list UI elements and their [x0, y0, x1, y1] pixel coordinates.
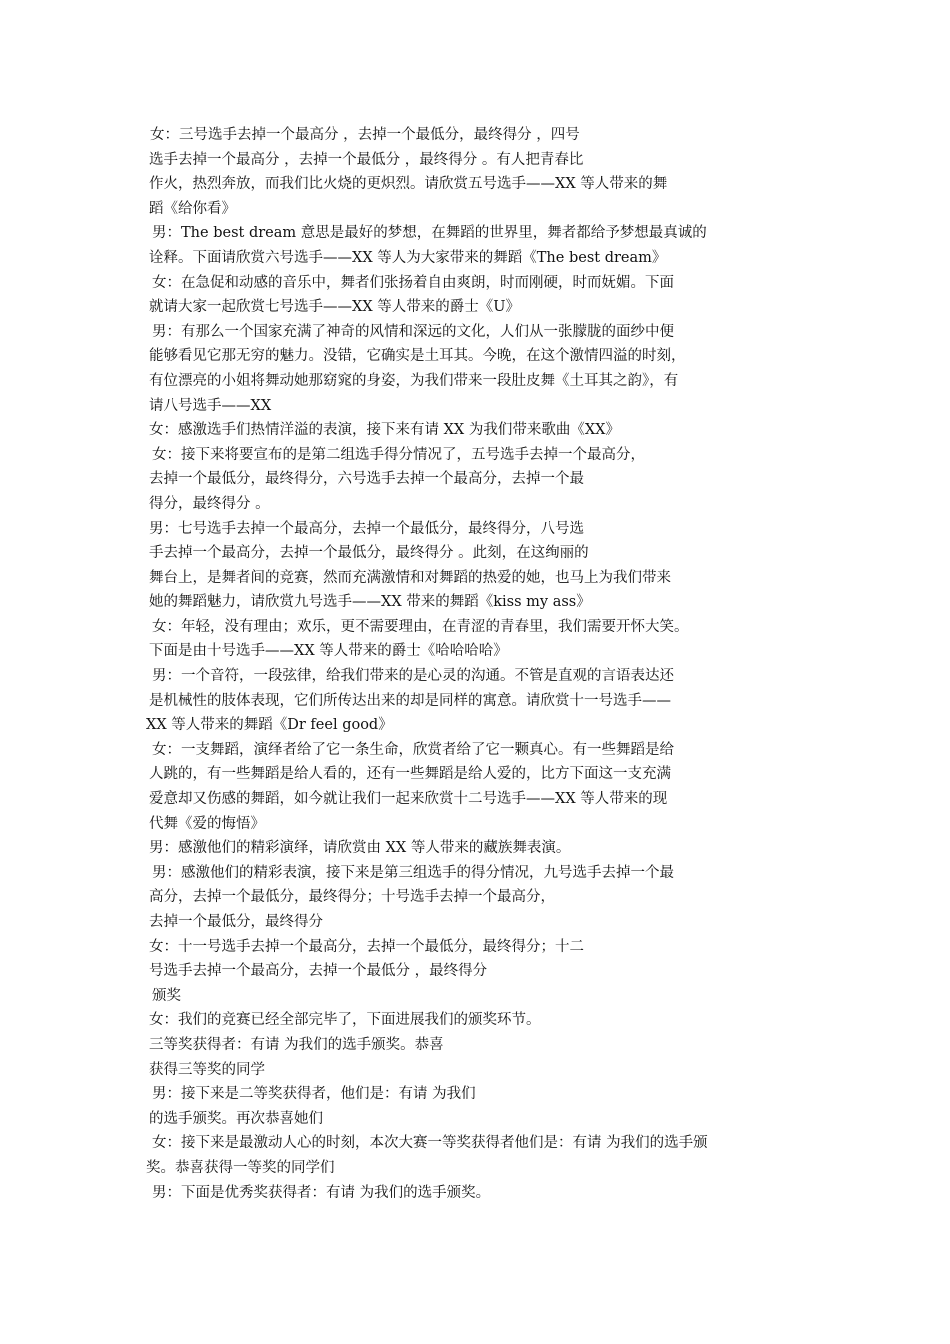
- text-line: 女：一支舞蹈，演绎者给了它一条生命，欣赏者给了它一颗真心。有一些舞蹈是给: [152, 741, 674, 758]
- text-line: 女：我们的竞赛已经全部完毕了，下面进展我们的颁奖环节。: [149, 1012, 541, 1029]
- text-line: 男：接下来是二等奖获得者，他们是：有请 为我们: [152, 1086, 476, 1103]
- text-line: 能够看见它那无穷的魅力。没错，它确实是土耳其。今晚，在这个激情四溢的时刻，: [149, 348, 686, 365]
- text-line: 爱意却又伤感的舞蹈，如今就让我们一起来欣赏十二号选手——XX 等人带来的现: [149, 791, 668, 808]
- text-line: 高分，去掉一个最低分，最终得分；十号选手去掉一个最高分，: [149, 889, 555, 906]
- text-line: 代舞《爱的悔悟》: [149, 815, 265, 832]
- text-line: 男：有那么一个国家充满了神奇的风情和深远的文化，人们从一张朦胧的面纱中便: [152, 323, 674, 340]
- text-line: 去掉一个最低分，最终得分，六号选手去掉一个最高分，去掉一个最: [149, 471, 584, 488]
- text-line: 选手去掉一个最高分 ，去掉一个最低分 ，最终得分 。有人把青春比: [149, 151, 584, 168]
- text-line: 女：十一号选手去掉一个最高分，去掉一个最低分，最终得分；十二: [149, 938, 584, 955]
- text-line: 女：接下来将要宣布的是第二组选手得分情况了，五号选手去掉一个最高分，: [152, 446, 645, 463]
- text-line: 请八号选手——XX: [149, 397, 272, 414]
- text-line: 女：感激选手们热情洋溢的表演，接下来有请 XX 为我们带来歌曲《XX》: [149, 422, 621, 439]
- text-line: 男：感激他们的精彩表演，接下来是第三组选手的得分情况，九号选手去掉一个最: [152, 864, 674, 881]
- text-line: 有位漂亮的小姐将舞动她那窈窕的身姿，为我们带来一段肚皮舞《土耳其之韵》，有: [149, 372, 679, 389]
- text-line: 女：在急促和动感的音乐中，舞者们张扬着自由爽朗，时而刚硬，时而妩媚。下面: [152, 274, 674, 291]
- text-line: 她的舞蹈魅力，请欣赏九号选手——XX 带来的舞蹈《kiss my ass》: [149, 594, 591, 611]
- text-line: 女：接下来是最激动人心的时刻，本次大赛一等奖获得者他们是：有请 为我们的选手颁: [152, 1135, 708, 1152]
- text-line: 男：七号选手去掉一个最高分，去掉一个最低分，最终得分，八号选: [149, 520, 584, 537]
- text-line: 男：The best dream 意思是最好的梦想，在舞蹈的世界里，舞者都给予梦想最真诚的: [152, 225, 707, 242]
- text-line: 就请大家一起欣赏七号选手——XX 等人带来的爵士《U》: [149, 299, 520, 316]
- text-line: 是机械性的肢体表现，它们所传达出来的却是同样的寓意。请欣赏十一号选手——: [149, 692, 671, 709]
- text-line: 的选手颁奖。再次恭喜她们: [149, 1110, 323, 1127]
- text-line: 三等奖获得者：有请 为我们的选手颁奖。恭喜: [149, 1036, 444, 1053]
- text-line: 下面是由十号选手——XX 等人带来的爵士《哈哈哈哈》: [149, 643, 508, 660]
- document-body: [0, 123, 950, 1205]
- text-line: 人跳的，有一些舞蹈是给人看的，还有一些舞蹈是给人爱的，比方下面这一支充满: [149, 766, 671, 783]
- text-line: 女：三号选手去掉一个最高分 ，去掉一个最低分，最终得分 ，四号: [150, 127, 580, 143]
- text-line: 获得三等奖的同学: [149, 1061, 265, 1078]
- section-heading: 颁奖: [152, 987, 181, 1004]
- text-line: 手去掉一个最高分，去掉一个最低分，最终得分 。此刻，在这绚丽的: [149, 545, 589, 562]
- text-line: 得分，最终得分 。: [149, 495, 270, 512]
- text-line: 男：感激他们的精彩演绎，请欣赏由 XX 等人带来的藏族舞表演。: [149, 840, 571, 857]
- text-line: 男：一个音符，一段弦律，给我们带来的是心灵的沟通。不管是直观的言语表达还: [152, 668, 674, 685]
- text-line: 女：年轻，没有理由；欢乐，更不需要理由，在青涩的青春里，我们需要开怀大笑。: [152, 618, 689, 635]
- text-line: 号选手去掉一个最高分，去掉一个最低分 ，最终得分: [149, 963, 488, 980]
- text-line: 作火，热烈奔放，而我们比火烧的更炽烈。请欣赏五号选手——XX 等人带来的舞: [149, 176, 668, 193]
- text-line: 蹈《给你看》: [149, 200, 236, 217]
- text-line: 去掉一个最低分，最终得分: [149, 914, 323, 930]
- text-line: XX 等人带来的舞蹈《Dr feel good》: [146, 717, 393, 734]
- text-line: 奖。恭喜获得一等奖的同学们: [146, 1159, 335, 1176]
- text-line: 诠释。下面请欣赏六号选手——XX 等人为大家带来的舞蹈《The best dream》: [149, 249, 667, 266]
- text-line: 舞台上，是舞者间的竞赛，然而充满激情和对舞蹈的热爱的她，也马上为我们带来: [149, 569, 671, 586]
- text-line: 男：下面是优秀奖获得者：有请 为我们的选手颁奖。: [152, 1184, 491, 1201]
